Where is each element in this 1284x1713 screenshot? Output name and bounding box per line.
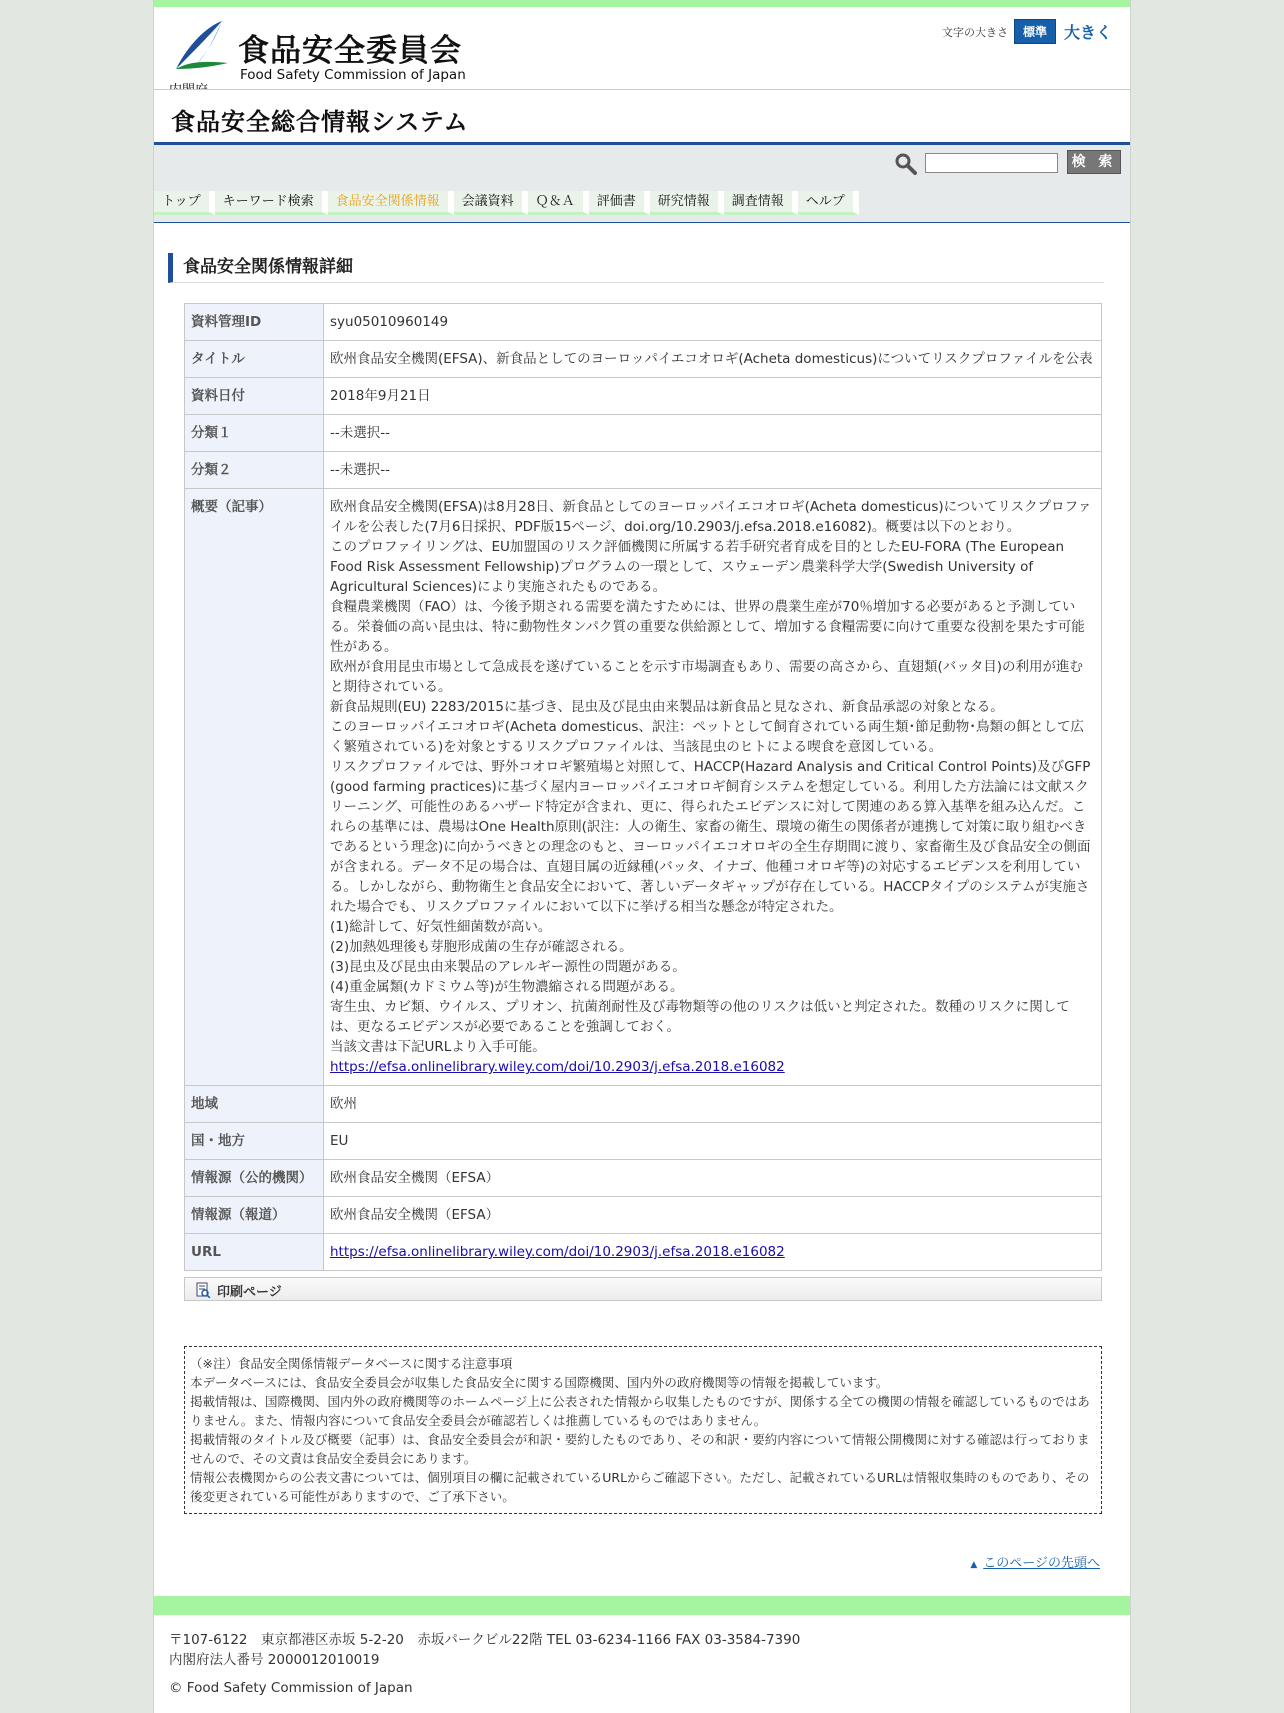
- nav-item-food-safety-info[interactable]: 食品安全関係情報: [328, 191, 454, 215]
- notice-box: [184, 1346, 1102, 1514]
- table-row: [185, 415, 1102, 452]
- category1-value: --未選択--: [324, 415, 1102, 452]
- source-public-value: 欧州食品安全機関（EFSA）: [324, 1160, 1102, 1197]
- summary-paragraph: このプロファイリングは、EU加盟国のリスク評価機関に所属する若手研究者育成を目的としたEU-FORA (The European Food Risk Assessment Fellowship)プログラムの一環として、スウェーデン農業科学大学(Swedish University of Agricultural Sciences)により実施されたものである。: [330, 539, 1065, 595]
- leaf-logo-icon: [166, 17, 236, 77]
- url-value: [324, 1234, 1102, 1271]
- summary-paragraph: 欧州が食用昆虫市場として急成長を遂げていることを示す市場調査もあり、需要の高さから、直翅類(バッタ目)の利用が進むと期待されている。: [330, 659, 1084, 695]
- site-footer: [169, 1630, 800, 1698]
- table-row: [185, 1086, 1102, 1123]
- notice-line: 掲載情報のタイトル及び概要（記事）は、食品安全委員会が和訳・要約したものであり、その和訳・要約内容について情報公開機関に対する確認は行っておりませんので、その文責は食品安全委員会にあります。: [190, 1432, 1090, 1466]
- nav-item-research-info[interactable]: 研究情報: [650, 191, 724, 215]
- nav-item-survey-info[interactable]: 調査情報: [724, 191, 798, 215]
- nav-item-assessment-reports[interactable]: 評価書: [589, 191, 650, 215]
- summary-label: 概要（記事）: [185, 489, 324, 1086]
- site-logo[interactable]: [166, 17, 466, 89]
- title-label: タイトル: [185, 341, 324, 378]
- category1-label: 分類１: [185, 415, 324, 452]
- summary-paragraph: (1)総計して、好気性細菌数が高い。: [330, 919, 552, 935]
- summary-paragraph: 欧州食品安全機関(EFSA)は8月28日、新食品としてのヨーロッパイエコオロギ(Acheta domesticus)についてリスクプロファイルを公表した(7月6日採択、PDF版15ページ、doi.org/10.2903/j.efsa.2018.e16082)。概要は以下のとおり。: [330, 499, 1092, 535]
- summary-paragraph: 新食品規則(EU) 2283/2015に基づき、昆虫及び昆虫由来製品は新食品と見なされ、新食品承認の対象となる。: [330, 699, 1004, 715]
- notice-line: （※注）食品安全関係情報データベースに関する注意事項: [190, 1356, 513, 1371]
- region-label: 地域: [185, 1086, 324, 1123]
- table-row: [185, 489, 1102, 1086]
- nav-item-qa[interactable]: Ｑ＆Ａ: [528, 191, 589, 215]
- nav-item-keyword-search[interactable]: キーワード検索: [215, 191, 328, 215]
- country-label: 国・地方: [185, 1123, 324, 1160]
- notice-line: 掲載情報は、国際機関、国内外の政府機関等のホームページ上に公表された情報から収集したものですが、関係する全ての機関の情報を確認しているものではありません。また、情報内容について食品安全委員会が確認若しくは推薦しているものではありません。: [190, 1394, 1090, 1428]
- title-value: 欧州食品安全機関(EFSA)、新食品としてのヨーロッパイエコオロギ(Acheta domesticus)についてリスクプロファイルを公表: [324, 341, 1102, 378]
- print-page-button[interactable]: [184, 1277, 1102, 1301]
- summary-paragraph: 食糧農業機関（FAO）は、今後予期される需要を満たすためには、世界の農業生産が70％増加する必要があると予測している。栄養価の高い昆虫は、特に動物性タンパク質の重要な供給源として、増加する食糧需要に向けて重要な役割を果たす可能性がある。: [330, 599, 1085, 655]
- footer-copyright: © Food Safety Commission of Japan: [169, 1680, 413, 1696]
- font-size-standard-button[interactable]: 標準: [1014, 19, 1056, 44]
- region-value: 欧州: [324, 1086, 1102, 1123]
- summary-paragraph: リスクプロファイルでは、野外コオロギ繁殖場と対照して、HACCP(Hazard Analysis and Critical Control Points)及びGFP (good farming practices)に基づく屋内ヨーロッパイエコオロギ飼育システムを想定している。利用した方法論には文献スクリーニング、可能性のあるハザード特定が含まれ、更に、得られたエビデンスに対して関連のある算入基準を組み込んだ。これらの基準には、農場はOne Health原則(訳注：人の衛生、家畜の衛生、環境の衛生の関係者が連携して対策に取り組むべきであるという理念)に向かうべきとの理念のもと、ヨーロッパイエコオロギの全生存期間に渡り、家畜衛生及び食品安全の側面が含まれる。データ不足の場合は、直翅目属の近縁種(バッタ、イナゴ、他種コオロギ等)の対応するエビデンスを利用している。しかしながら、動物衛生と食品安全において、著しいデータギャップが存在している。HACCPタイプのシステムが実施された場合でも、リスクプロファイルにおいて以下に挙げる相当な懸念が特定された。: [330, 759, 1091, 915]
- summary-paragraph: (4)重金属類(カドミウム等)が生物濃縮される問題がある。: [330, 979, 684, 995]
- category2-label: 分類２: [185, 452, 324, 489]
- system-title[interactable]: 食品安全総合情報システム: [171, 108, 469, 136]
- back-to-top-link[interactable]: このページの先頭へ: [983, 1556, 1100, 1571]
- logo-title: 食品安全委員会: [238, 33, 462, 69]
- nav-item-meeting-materials[interactable]: 会議資料: [454, 191, 528, 215]
- nav-item-top[interactable]: トップ: [154, 191, 215, 215]
- table-row: [185, 1123, 1102, 1160]
- detail-table: [184, 303, 1102, 1271]
- source-url-link[interactable]: https://efsa.onlinelibrary.wiley.com/doi/10.2903/j.efsa.2018.e16082: [330, 1244, 785, 1260]
- search-button[interactable]: 検 索: [1067, 150, 1121, 174]
- footer-corp-number: 内閣府法人番号 2000012010019: [169, 1652, 380, 1668]
- summary-value: [324, 489, 1102, 1086]
- table-row: [185, 341, 1102, 378]
- page: [153, 0, 1131, 1713]
- nav-item-help[interactable]: ヘルプ: [798, 191, 859, 215]
- source-public-label: 情報源（公的機関）: [185, 1160, 324, 1197]
- table-row: [185, 1234, 1102, 1271]
- font-size-label: 文字の大きさ: [941, 25, 1008, 39]
- summary-url-link[interactable]: https://efsa.onlinelibrary.wiley.com/doi/10.2903/j.efsa.2018.e16082: [330, 1059, 785, 1075]
- category2-value: --未選択--: [324, 452, 1102, 489]
- summary-paragraph: 当該文書は下記URLより入手可能。: [330, 1039, 546, 1055]
- up-triangle-icon: ▲: [970, 1560, 978, 1570]
- footer-address: 〒107-6122 東京都港区赤坂 5-2-20 赤坂パークビル22階 TEL 03-6234-1166 FAX 03-3584-7390: [169, 1632, 801, 1648]
- source-press-label: 情報源（報道）: [185, 1197, 324, 1234]
- print-page-label: 印刷ページ: [217, 1285, 282, 1300]
- search-nav-band: [154, 145, 1130, 223]
- table-row: [185, 304, 1102, 341]
- id-label: 資料管理ID: [185, 304, 324, 341]
- print-page-icon: [195, 1282, 211, 1298]
- search-input[interactable]: [925, 153, 1058, 173]
- system-title-bar: [154, 89, 1130, 145]
- date-label: 資料日付: [185, 378, 324, 415]
- site-header: [154, 7, 1130, 89]
- footer-accent-bar: [154, 1596, 1130, 1615]
- logo-subtitle: Food Safety Commission of Japan: [240, 67, 466, 83]
- top-accent-bar: [154, 0, 1130, 7]
- table-row: [185, 1197, 1102, 1234]
- font-size-switcher: [942, 19, 1112, 44]
- summary-paragraph: (2)加熱処理後も芽胞形成菌の生存が確認される。: [330, 939, 633, 955]
- font-size-large-button[interactable]: 大きく: [1063, 23, 1112, 42]
- id-value: syu05010960149: [324, 304, 1102, 341]
- notice-line: 本データベースには、食品安全委員会が収集した食品安全に関する国際機関、国内外の政府機関等の情報を掲載しています。: [190, 1375, 889, 1390]
- country-value: EU: [324, 1123, 1102, 1160]
- table-row: [185, 378, 1102, 415]
- main-nav: [154, 191, 859, 215]
- url-label: URL: [185, 1234, 324, 1271]
- table-row: [185, 1160, 1102, 1197]
- main-content: [154, 223, 1130, 1514]
- table-row: [185, 452, 1102, 489]
- magnifier-icon: [895, 153, 917, 175]
- summary-paragraph: 寄生虫、カビ類、ウイルス、プリオン、抗菌剤耐性及び毒物類等の他のリスクは低いと判定された。数種のリスクに関しては、更なるエビデンスが必要であることを強調しておく。: [330, 999, 1070, 1035]
- date-value: 2018年9月21日: [324, 378, 1102, 415]
- notice-line: 情報公表機関からの公表文書については、個別項目の欄に記載されているURLからご確認下さい。ただし、記載されているURLは情報収集時のものであり、その後変更されている可能性がありますので、ご了承下さい。: [190, 1470, 1090, 1504]
- source-press-value: 欧州食品安全機関（EFSA）: [324, 1197, 1102, 1234]
- summary-paragraph: このヨーロッパイエコオロギ(Acheta domesticus、訳注：ペットとして飼育されている両生類･節足動物･鳥類の餌として広く繁殖されている)を対象とするリスクプロファイルは、当該昆虫のヒトによる喫食を意図している。: [330, 719, 1084, 755]
- summary-paragraph: (3)昆虫及び昆虫由来製品のアレルギー源性の問題がある。: [330, 959, 686, 975]
- page-title: 食品安全関係情報詳細: [168, 253, 1104, 283]
- back-to-top: [970, 1552, 1100, 1571]
